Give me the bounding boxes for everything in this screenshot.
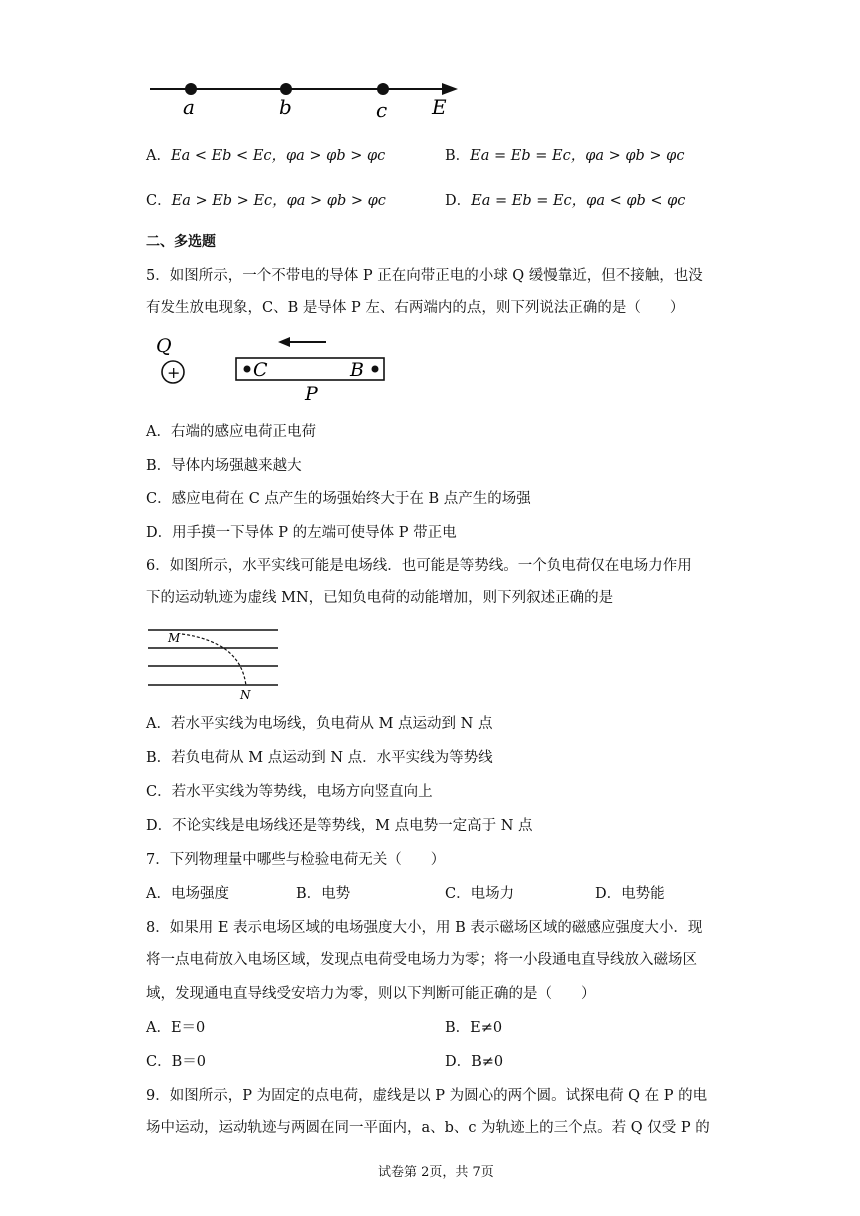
trajectory-figure [146,624,286,704]
trajectory-curve [182,634,246,686]
point-c-dot [377,83,389,95]
q7-option-b[interactable]: B．电势 [296,886,351,902]
page-footer: 试卷第 2页，共 7页 [378,1165,494,1180]
field-line-figure [140,70,480,130]
q7-option-a[interactable]: A．电场强度 [146,886,229,902]
q6-stem-line2: 下的运动轨迹为虚线 MN，已知负电荷的动能增加，则下列叙述正确的是 [146,590,614,606]
q8-option-b[interactable]: B．E≠0 [445,1020,503,1036]
q9-stem-line2: 场中运动，运动轨迹与两圆在同一平面内，a、b、c 为轨迹上的三个点。若 Q 仅受 P 的 [146,1120,710,1136]
q5-stem-line2: 有发生放电现象，C、B 是导体 P 左、右两端内的点，则下列说法正确的是（ ） [146,300,685,316]
q6-option-c[interactable]: C．若水平实线为等势线，电场方向竖直向上 [146,784,433,800]
q5-option-d[interactable]: D．用手摸一下导体 P 的左端可使导体 P 带正电 [146,525,457,541]
label-b: b [279,95,292,119]
q5-option-c[interactable]: C．感应电荷在 C 点产生的场强始终大于在 B 点产生的场强 [146,491,531,507]
q6-option-b[interactable]: B．若负电荷从 M 点运动到 N 点．水平实线为等势线 [146,750,493,766]
q5-option-b[interactable]: B．导体内场强越来越大 [146,458,302,474]
q8-option-d[interactable]: D．B≠0 [445,1054,504,1070]
label-a: a [183,95,195,119]
point-a-dot [185,83,197,95]
q8-stem-line2: 将一点电荷放入电场区域，发现点电荷受电场力为零；将一小段通电直导线放入磁场区 [146,952,697,968]
q6-option-a[interactable]: A．若水平实线为电场线，负电荷从 M 点运动到 N 点 [146,716,493,732]
q8-stem-line1: 8．如果用 E 表示电场区域的电场强度大小，用 B 表示磁场区域的磁感应强度大小．现 [146,920,703,936]
label-N: N [240,688,251,702]
q7-option-c[interactable]: C．电场力 [445,886,515,902]
label-E: E [432,95,447,119]
q7-stem: 7．下列物理量中哪些与检验电荷无关（ ） [146,852,446,868]
q5-stem-line1: 5．如图所示，一个不带电的导体 P 正在向带正电的小球 Q 缓慢靠近，但不接触，也没 [146,268,703,284]
q8-stem-line3: 域，发现通电直导线受安培力为零，则以下判断可能正确的是（ ） [146,986,596,1002]
label-C: C [253,359,268,381]
point-c-dot [244,366,251,373]
q8-option-a[interactable]: A．E＝0 [146,1020,206,1036]
conductor-figure [150,330,400,410]
q7-option-d[interactable]: D．电势能 [595,886,665,902]
label-Q: Q [156,335,172,357]
q4-option-c[interactable]: C．Ea > Eb > Ec，φa > φb > φc [146,193,386,209]
q4-option-d[interactable]: D．Ea = Eb = Ec，φa < φb < φc [445,193,686,209]
q4-option-b[interactable]: B．Ea = Eb = Ec，φa > φb > φc [445,148,685,164]
q4-option-a[interactable]: A．Ea < Eb < Ec，φa > φb > φc [146,148,386,164]
label-B: B [350,359,364,381]
section-heading-multi-choice: 二、多选题 [146,234,216,250]
q8-option-c[interactable]: C．B＝0 [146,1054,206,1070]
q6-stem-line1: 6．如图所示，水平实线可能是电场线．也可能是等势线。一个负电荷仅在电场力作用 [146,558,692,574]
plus-sign-icon: + [167,363,181,382]
q9-stem-line1: 9．如图所示，P 为固定的点电荷，虚线是以 P 为圆心的两个圆。试探电荷 Q 在 P 的电 [146,1088,708,1104]
q6-option-d[interactable]: D．不论实线是电场线还是等势线，M 点电势一定高于 N 点 [146,818,533,834]
point-b-dot [372,366,379,373]
label-c: c [376,98,388,122]
point-b-dot [280,83,292,95]
label-M: M [168,631,181,645]
label-P: P [305,383,318,405]
q5-option-a[interactable]: A．右端的感应电荷正电荷 [146,424,316,440]
